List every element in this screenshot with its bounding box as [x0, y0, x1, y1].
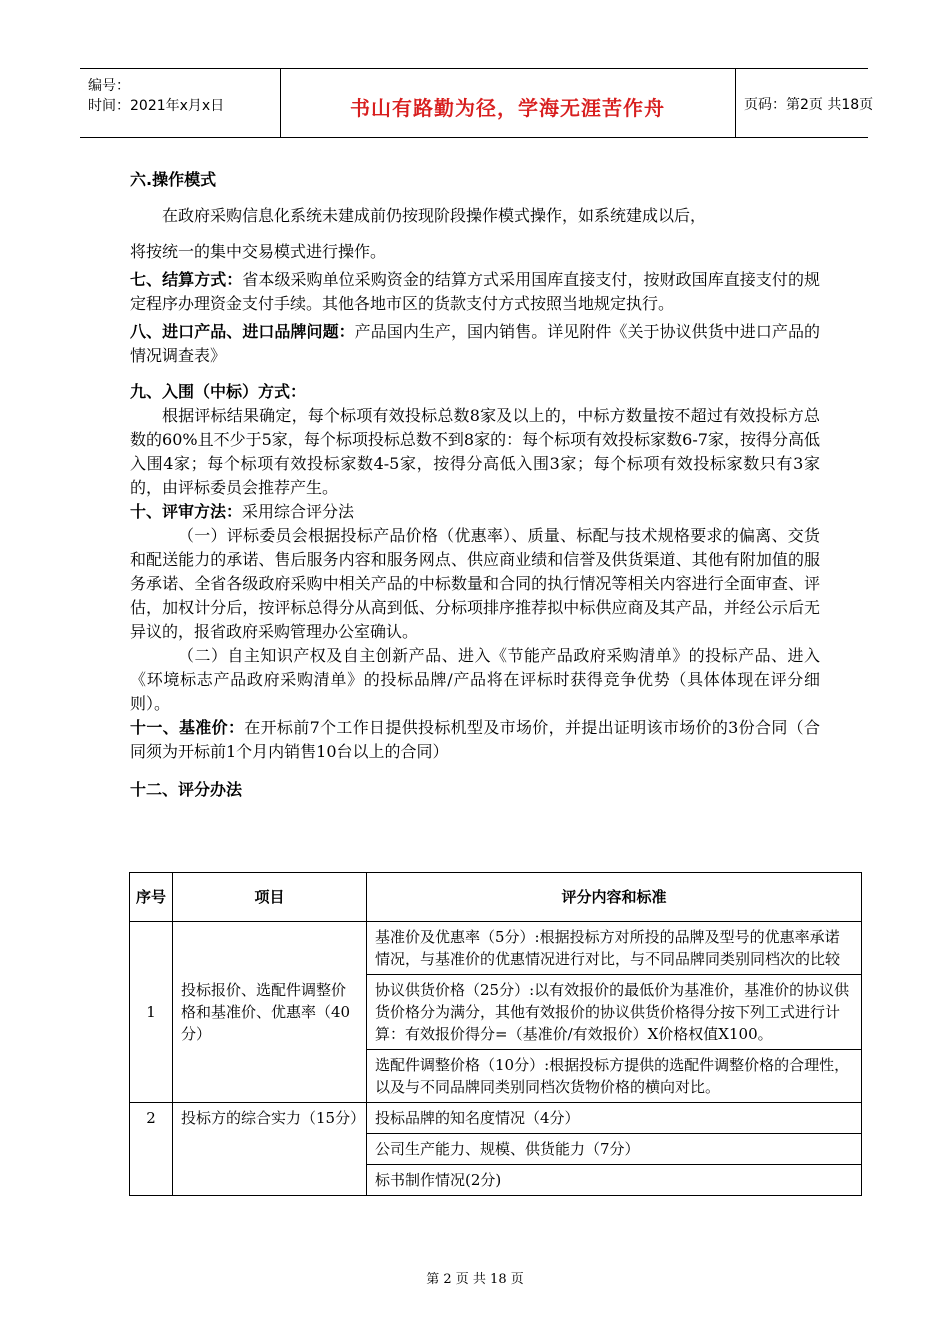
section-10-para-2: （二）自主知识产权及自主创新产品、进入《节能产品政府采购清单》的投标产品、进入《环境标志产品政府采购清单》的投标品牌/产品将在评标时获得竞争优势（具体体现在评分细则）。 — [130, 646, 820, 713]
section-8-text: 产品国内生产，国内销售。详见附件《关于协议供货中进口产品的情况调查表》 — [130, 322, 820, 365]
section-9-title: 九、入围（中标）方式： — [130, 382, 307, 401]
section-10 — [130, 500, 820, 524]
section-7-text: 省本级采购单位采购资金的结算方式采用国库直接支付，按财政国库直接支付的规定程序办理资金支付手续。其他各地市区的货款支付方式按照当地规定执行。 — [130, 270, 820, 313]
header-motto-cell — [280, 69, 736, 137]
section-11 — [130, 716, 820, 764]
section-6-line-1: 在政府采购信息化系统未建成前仍按现阶段操作模式操作，如系统建成以后， — [162, 206, 707, 225]
row-2-seq: 2 — [130, 1103, 173, 1196]
row-1-item: 投标报价、选配件调整价格和基准价、优惠率（40分） — [173, 922, 367, 1103]
row-2-criteria-3: 标书制作情况(2分) — [367, 1165, 862, 1196]
row-1-seq: 1 — [130, 922, 173, 1103]
scoring-table — [129, 872, 862, 1196]
row-2-criteria-1: 投标品牌的知名度情况（4分） — [367, 1103, 862, 1134]
document-number-label: 编号： — [88, 78, 130, 94]
header-motto: 书山有路勤为径，学海无涯苦作舟 — [350, 96, 665, 120]
page-footer: 第 2 页 共 18 页 — [426, 1272, 524, 1287]
section-7-title: 七、结算方式： — [130, 270, 243, 289]
section-9-text: 根据评标结果确定，每个标项有效投标总数8家及以上的，中标方数量按不超过有效投标方总数的60%且不少于5家，每个标项投标总数不到8家的：每个标项有效投标家数6-7家，按得分高低入围4家；每个标项有效投标家数4-5家，按得分高低入围3家；每个标项有效投标家数只有3家的，由评标委员会推荐产生。 — [130, 406, 820, 497]
table-row — [130, 922, 862, 975]
page-header — [80, 68, 874, 138]
section-10-text: 采用综合评分法 — [242, 502, 355, 521]
header-criteria: 评分内容和标准 — [367, 873, 862, 922]
section-11-text: 在开标前7个工作日提供投标机型及市场价，并提出证明该市场价的3份合同（合同须为开标前1个月内销售10台以上的合同） — [130, 718, 820, 761]
section-8 — [130, 320, 820, 368]
document-body — [130, 160, 820, 802]
header-seq: 序号 — [130, 873, 173, 922]
header-page-number: 页码：第2页 共18页 — [744, 97, 874, 113]
section-6-line-2: 将按统一的集中交易模式进行操作。 — [130, 242, 387, 261]
row-1-criteria-1: 基准价及优惠率（5分）:根据投标方对所投的品牌及型号的优惠率承诺情况，与基准价的优惠情况进行对比，与不同品牌同类别同档次的比较 — [367, 922, 862, 975]
section-11-title: 十一、基准价： — [130, 718, 245, 737]
table-row — [130, 1103, 862, 1134]
section-10-title: 十、评审方法： — [130, 502, 243, 521]
header-page-cell — [736, 69, 874, 137]
row-2-criteria-2: 公司生产能力、规模、供货能力（7分） — [367, 1134, 862, 1165]
section-8-title: 八、进口产品、进口品牌问题： — [130, 322, 355, 341]
section-7 — [130, 268, 820, 316]
section-10-para-1: （一）评标委员会根据投标产品价格（优惠率）、质量、标配与技术规格要求的偏离、交货和配送能力的承诺、售后服务内容和服务网点、供应商业绩和信誉及供货渠道、其他有附加值的服务承诺、全省各级政府采购中相关产品的中标数量和合同的执行情况等相关内容进行全面审查、评估，加权计分后，按评标总得分从高到低、分标项排序推荐拟中标供应商及其产品，并经公示后无异议的，报省政府采购管理办公室确认。 — [130, 526, 820, 641]
table-header-row — [130, 873, 862, 922]
header-meta-cell — [80, 69, 281, 137]
header-item: 项目 — [173, 873, 367, 922]
section-12-title: 十二、评分办法 — [130, 780, 243, 799]
row-1-criteria-2: 协议供货价格（25分）:以有效报价的最低价为基准价，基准价的协议供货价格分为满分，其他有效报价的协议供货价格得分按下列工式进行计算：有效报价得分=（基准价/有效报价）X价格权值X100。 — [367, 975, 862, 1050]
row-2-item: 投标方的综合实力（15分） — [173, 1103, 367, 1196]
section-6-title: 六.操作模式 — [130, 170, 217, 189]
document-time-label: 时间：2021年x月x日 — [88, 98, 225, 114]
row-1-criteria-3: 选配件调整价格（10分）:根据投标方提供的选配件调整价格的合理性，以及与不同品牌同类别同档次货物价格的横向对比。 — [367, 1050, 862, 1103]
